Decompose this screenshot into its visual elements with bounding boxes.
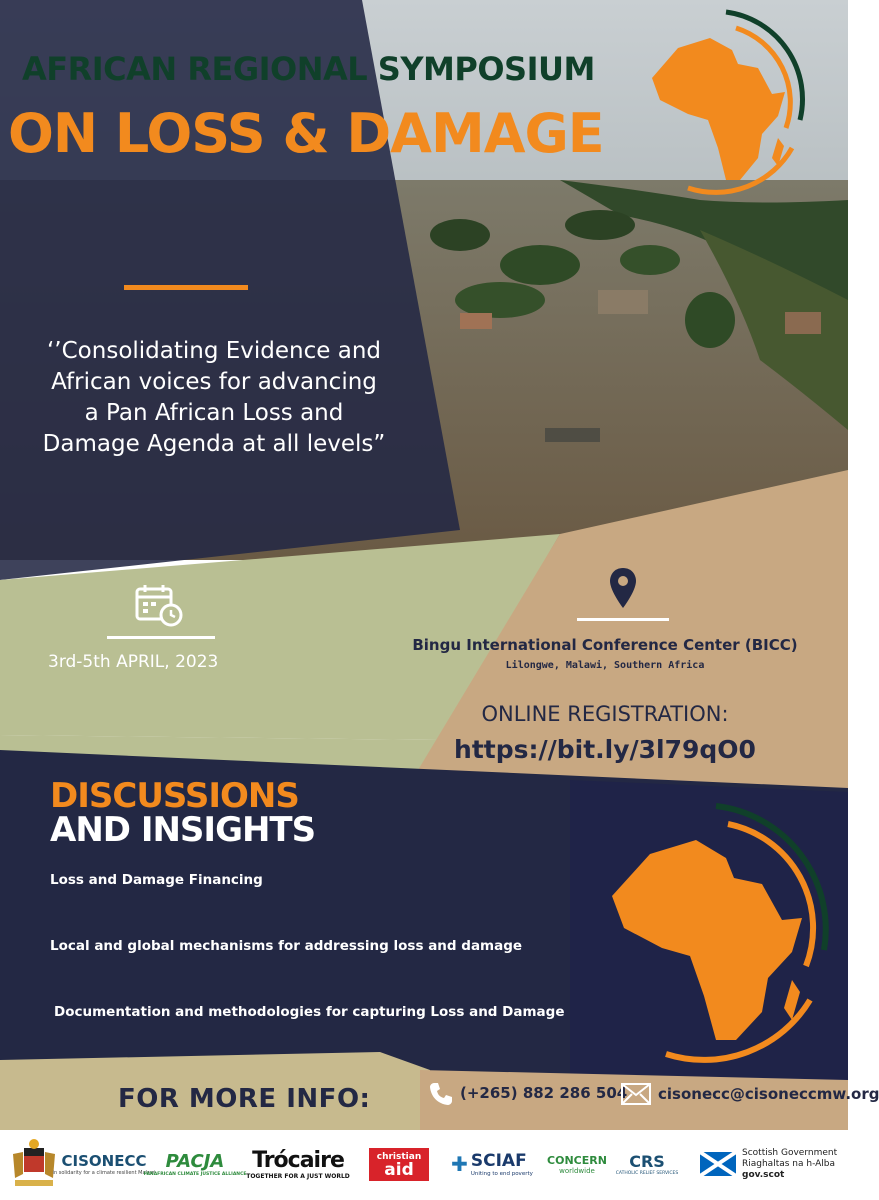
scot-gov-url: gov.scot [742, 1169, 785, 1180]
christian-aid-logo-text-bottom: aid [384, 1159, 414, 1180]
phone-icon [428, 1081, 454, 1107]
cisonecc-logo [52, 1138, 156, 1190]
contact-email[interactable]: cisonecc@cisoneccmw.org [658, 1085, 879, 1103]
calendar-icon [134, 583, 184, 629]
more-info-label: FOR MORE INFO: [118, 1084, 371, 1114]
quote-line: a Pan African Loss and [84, 400, 344, 426]
africa-emblem-top [640, 8, 810, 193]
pacja-logo-tagline: PANAFRICAN CLIMATE JUSTICE ALLIANCE [143, 1172, 247, 1177]
symposium-title-line1: AFRICAN REGIONAL SYMPOSIUM [22, 50, 595, 88]
saltire-flag-icon [700, 1152, 736, 1176]
sciaf-logo-text: SCIAF [470, 1151, 527, 1171]
christian-aid-logo [364, 1138, 434, 1190]
scot-gov-gaelic-name: Riaghaltas na h-Alba [742, 1158, 836, 1169]
date-divider [107, 636, 215, 639]
topic-item: Documentation and methodologies for capturing Loss and Damage [54, 1004, 565, 1020]
quote-line: African voices for advancing [51, 369, 377, 395]
pacja-logo [143, 1138, 247, 1190]
registration-label: ONLINE REGISTRATION: [481, 702, 729, 726]
sciaf-cross-icon: ✚ [451, 1152, 468, 1176]
contact-phone[interactable]: (+265) 882 286 504 [460, 1084, 628, 1102]
crs-logo [614, 1138, 680, 1190]
registration-link[interactable]: https://bit.ly/3l79qO0 [454, 735, 756, 764]
discussions-heading: DISCUSSIONS [50, 776, 299, 816]
christian-aid-logo-text-top: christian [376, 1151, 422, 1162]
sciaf-logo [444, 1138, 540, 1190]
concern-logo-text: CONCERN [547, 1153, 607, 1167]
symposium-title-line2: ON LOSS & DAMAGE [8, 102, 604, 165]
theme-quote [14, 336, 414, 460]
venue-name: Bingu International Conference Center (BICC) [412, 636, 798, 654]
scot-gov-name: Scottish Government [742, 1147, 838, 1158]
quote-line: Damage Agenda at all levels” [42, 431, 386, 457]
crs-logo-tagline: CATHOLIC RELIEF SERVICES [615, 1171, 679, 1176]
cisonecc-logo-tagline: in solidarity for a climate resilient Malawi [52, 1170, 156, 1176]
crs-logo-text: CRS [629, 1152, 665, 1171]
event-date: 3rd-5th APRIL, 2023 [48, 652, 219, 672]
venue-divider [577, 618, 669, 621]
africa-emblem-bottom [596, 800, 832, 1060]
venue-location: Lilongwe, Malawi, Southern Africa [505, 660, 705, 671]
trocaire-logo [246, 1138, 350, 1190]
location-pin-icon [608, 566, 638, 610]
insights-heading: AND INSIGHTS [50, 810, 316, 850]
topic-item: Local and global mechanisms for addressing loss and damage [50, 938, 523, 954]
trocaire-logo-text: Trócaire [252, 1148, 344, 1173]
trocaire-logo-tagline: TOGETHER FOR A JUST WORLD [246, 1173, 350, 1180]
title-divider [124, 285, 248, 290]
cisonecc-logo-text: CISONECC [61, 1152, 147, 1170]
topic-item: Loss and Damage Financing [50, 872, 263, 888]
sciaf-logo-tagline: Uniting to end poverty [470, 1171, 533, 1177]
concern-logo [546, 1138, 608, 1190]
malawi-coat-of-arms-logo [6, 1138, 62, 1190]
pacja-logo-text: PACJA [165, 1151, 225, 1172]
mail-icon [620, 1082, 652, 1106]
concern-logo-tagline: worldwide [559, 1166, 595, 1175]
scottish-government-logo [700, 1138, 844, 1190]
quote-line: ‘’Consolidating Evidence and [47, 338, 381, 364]
